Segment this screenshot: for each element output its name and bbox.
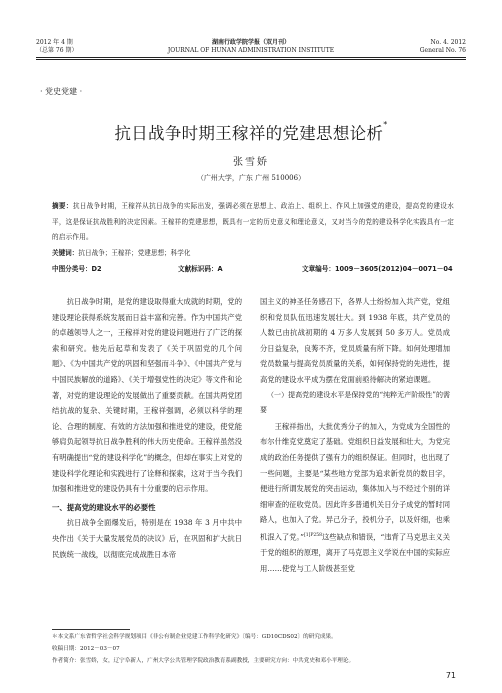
title-text: 抗日战争时期王稼祥的党建思想论析 [114, 124, 384, 143]
keywords-label: 关键词： [52, 249, 79, 257]
header-rule-thin [36, 59, 466, 60]
journal-name [36, 39, 466, 55]
article-number: 文章编号：1009－3605(2012)04－0071－04 [302, 265, 453, 273]
article-title [0, 120, 502, 144]
author-affiliation: （广州大学，广东 广州 510006） [196, 174, 306, 182]
received-date: 收稿日期：2012－03－07 [52, 646, 120, 652]
page-number: 71 [445, 671, 456, 680]
abstract [52, 199, 454, 246]
clc-number: 中图分类号：D2 [52, 265, 102, 273]
author-name: 张雪娇 [233, 157, 269, 168]
section-heading-1: 一、提高党的建设水平的必要性 [52, 502, 156, 512]
journal-name-en: JOURNAL OF HUNAN ADMINISTRATION INSTITUTE [167, 47, 335, 54]
right-column [260, 294, 450, 576]
left-column [52, 294, 242, 562]
footnote-rule [52, 629, 130, 630]
issue-number [420, 39, 466, 55]
document-code: 文献标识码：A [178, 265, 223, 273]
quote-text: 王稼祥指出，大批优秀分子的加入，为党成为全国性的布尔什维克党奠定了基础。党组织日益发展和壮大，为党完成的政治任务提供了强有力的组织保证。但同时，也出现了一些问题，主要是“某些地方党部为追求新党员的数目字，便进行所谓发展党的突击运动，集体加入与不经过个别的详细审查的征收党员。因此许多普通机关日分子成党的暂时同路人，也加入了党。异己分子，投机分子，以及奸细，也乘机混入了党。” [260, 421, 450, 542]
abstract-label: 摘要： [52, 202, 73, 210]
quote-text-2: 这些缺点和错误，“违背了马克思主义关于党的组织的原理，离开了马克思主义学说在中国的实际应用……使党与工人阶级甚至党 [260, 532, 450, 573]
general-no: General No. 76 [419, 47, 466, 54]
author-bio: 作者简介：张雪娇，女，辽宁阜新人，广州大学公共管理学院政治教育系副教授，主要研究方向：中共党史和邓小平理论。 [52, 658, 355, 664]
intro-paragraph: 抗日战争时期，是党的建设取得重大成就的时期，党的建设理论获得系统发展而日益丰富和完善。作为中国共产党的卓越领导人之一，王稼祥对党的建设问题进行了广泛的探索和研究。他先后起草和发表了《关于巩固党的几个问题》、《为中国共产党的巩固和坚强而斗争》、《中国共产党与中国民族解放的道路》、《关于增强党性的决定》等文件和论著，对党的建设理论的发展做出了重要贡献。在国共两党团结抗战的复杂、关键时期，王稼祥强调，必须以科学的理论、合理的制度、有效的方法加强和推进党的建设，使党能够肩负起领导抗日战争胜利的伟大历史使命。王稼祥虽然没有明确提出“党的建设科学化”的概念，但却在事实上对党的建设科学化理论和实践进行了诠释和探索，这对于当今我们加强和推进党的建设仍具有十分重要的启示作用。 [52, 297, 242, 494]
body-paragraph: 抗日战争全面爆发后，特别是在 1938 年 3 月中共中央作出《关于大量发展党员的决议》后，在巩固和扩大抗日民族统一战线，以彻底完成战胜日本帝 [52, 518, 242, 559]
body-paragraph [260, 419, 450, 576]
keywords [52, 247, 190, 257]
issue-total: （总第 76 期） [36, 47, 78, 54]
journal-name-cn: 湖南行政学院学报（双月刊） [211, 39, 290, 46]
fund-note: ＊本文系广东省哲学社会科学规划项目《非公有制企业党建工作科学化研究》〔编号：GD10CDS02〕的研究成果。 [52, 634, 337, 640]
issue-no: No. 4. 2012 [430, 39, 466, 46]
citation-mark: [1]P258 [303, 532, 322, 538]
abstract-text: 抗日战争时期，王稼祥从抗日战争的实际出发，强调必须在思想上、政治上、组织上、作风上加强党的建设，提高党的建设水平，这是保证抗战胜利的决定因素。王稼祥的党建思想，既具有一定的历史意义和理论意义，又对当今的党的建设科学化实践具有一定的启示作用。 [52, 202, 455, 241]
title-footnote-mark: * [383, 120, 388, 129]
body-paragraph-continued: 国主义的神圣任务感召下，各界人士纷纷加入共产党，党组织和党员队伍迅速发展壮大。到 1938 年底，共产党员的人数已由抗战初期的 4 万多人发展到 50 多万人。党员成分日益复杂，良莠不齐，党员质量有所下降。如何处理增加党员数量与提高党员质量的关系，如何保持党的先进性，提高党的建设水平成为摆在党面前亟待解决的紧迫课题。 [260, 297, 450, 384]
section-label: · 党史党建 · [40, 87, 83, 96]
keywords-text: 抗日战争；王稼祥；党建思想；科学化 [78, 249, 191, 257]
issue-year: 2012 年 4 期 [36, 39, 73, 46]
subsection-heading-1: （一）提高党的建设水平是保持党的“纯粹无产阶级性”的需要 [260, 390, 450, 415]
header-rule [36, 57, 466, 58]
